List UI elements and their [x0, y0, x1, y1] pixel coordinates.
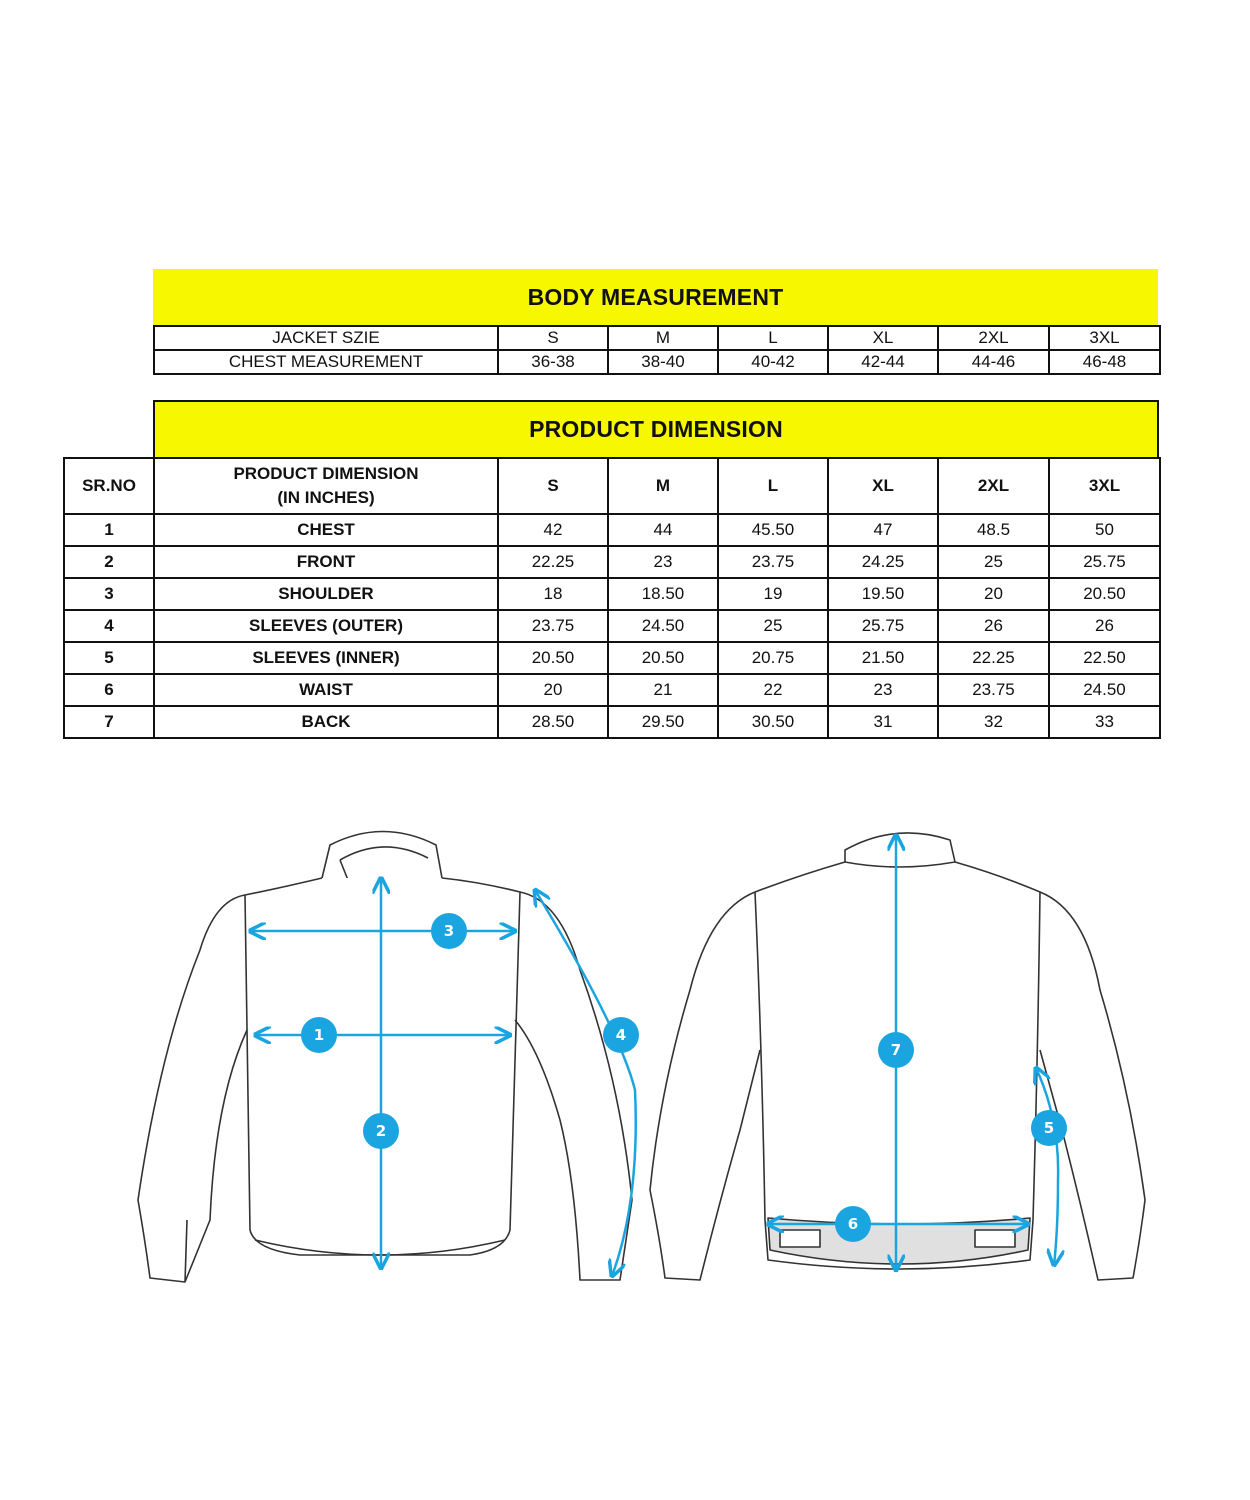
- value-cell: 26: [938, 610, 1049, 642]
- size-header: 3XL: [1049, 458, 1160, 514]
- table-row: [64, 578, 1160, 610]
- value-cell: 26: [1049, 610, 1160, 642]
- value-cell: 20.50: [1049, 578, 1160, 610]
- dimension-name-cell: CHEST: [154, 514, 498, 546]
- value-cell: 19.50: [828, 578, 938, 610]
- sr-no-cell: 1: [64, 514, 154, 546]
- value-cell: 23.75: [498, 610, 608, 642]
- value-cell: 23: [608, 546, 718, 578]
- value-cell: 20: [498, 674, 608, 706]
- size-header: L: [718, 458, 828, 514]
- value-cell: 45.50: [718, 514, 828, 546]
- table-row: [64, 706, 1160, 738]
- dimension-name-cell: WAIST: [154, 674, 498, 706]
- value-cell: 38-40: [608, 350, 718, 374]
- dimension-header-line2: (IN INCHES): [277, 488, 375, 507]
- jacket-measurement-diagram: [0, 800, 1250, 1300]
- badge-2: [363, 1113, 399, 1149]
- value-cell: 31: [828, 706, 938, 738]
- value-cell: 30.50: [718, 706, 828, 738]
- value-cell: 23.75: [718, 546, 828, 578]
- badge-7: [878, 1032, 914, 1068]
- value-cell: 25.75: [828, 610, 938, 642]
- chest-measurement-row: [154, 350, 1160, 374]
- value-cell: 21.50: [828, 642, 938, 674]
- value-cell: 20.50: [498, 642, 608, 674]
- dimension-header: [154, 458, 498, 514]
- table-row: [64, 610, 1160, 642]
- value-cell: 20.75: [718, 642, 828, 674]
- value-cell: 25.75: [1049, 546, 1160, 578]
- badge-6: [835, 1206, 871, 1242]
- table-row: [64, 546, 1160, 578]
- sr-no-header: SR.NO: [64, 458, 154, 514]
- value-cell: 36-38: [498, 350, 608, 374]
- badge-4: [603, 1017, 639, 1053]
- table-row: [64, 514, 1160, 546]
- dimension-name-cell: FRONT: [154, 546, 498, 578]
- value-cell: 40-42: [718, 350, 828, 374]
- value-cell: 33: [1049, 706, 1160, 738]
- row-label: JACKET SZIE: [154, 326, 498, 350]
- value-cell: 22.25: [498, 546, 608, 578]
- value-cell: 24.25: [828, 546, 938, 578]
- value-cell: 23: [828, 674, 938, 706]
- badge-1: [301, 1017, 337, 1053]
- sr-no-cell: 7: [64, 706, 154, 738]
- value-cell: 28.50: [498, 706, 608, 738]
- value-cell: 24.50: [1049, 674, 1160, 706]
- body-measurement-title: BODY MEASUREMENT: [153, 269, 1158, 325]
- dimension-name-cell: SLEEVES (OUTER): [154, 610, 498, 642]
- value-cell: 44-46: [938, 350, 1049, 374]
- table-row: [64, 674, 1160, 706]
- value-cell: 50: [1049, 514, 1160, 546]
- value-cell: 18.50: [608, 578, 718, 610]
- size-header: 2XL: [938, 458, 1049, 514]
- size-cell: 2XL: [938, 326, 1049, 350]
- value-cell: 20.50: [608, 642, 718, 674]
- value-cell: 32: [938, 706, 1049, 738]
- value-cell: 48.5: [938, 514, 1049, 546]
- value-cell: 18: [498, 578, 608, 610]
- value-cell: 25: [938, 546, 1049, 578]
- size-cell: L: [718, 326, 828, 350]
- table-header-row: [64, 458, 1160, 514]
- svg-text:5: 5: [1043, 1119, 1055, 1137]
- value-cell: 19: [718, 578, 828, 610]
- badge-5: [1031, 1110, 1067, 1146]
- svg-text:4: 4: [615, 1026, 627, 1044]
- badge-3: [431, 913, 467, 949]
- size-cell: M: [608, 326, 718, 350]
- value-cell: 23.75: [938, 674, 1049, 706]
- svg-text:6: 6: [847, 1215, 859, 1233]
- size-cell: XL: [828, 326, 938, 350]
- sr-no-cell: 2: [64, 546, 154, 578]
- size-header: S: [498, 458, 608, 514]
- value-cell: 42: [498, 514, 608, 546]
- jacket-size-row: [154, 326, 1160, 350]
- size-header: M: [608, 458, 718, 514]
- size-header: XL: [828, 458, 938, 514]
- svg-text:1: 1: [313, 1026, 325, 1044]
- body-measurement-table: [153, 325, 1161, 375]
- value-cell: 22.50: [1049, 642, 1160, 674]
- svg-text:2: 2: [375, 1122, 387, 1140]
- value-cell: 21: [608, 674, 718, 706]
- value-cell: 29.50: [608, 706, 718, 738]
- dimension-name-cell: SHOULDER: [154, 578, 498, 610]
- sr-no-cell: 6: [64, 674, 154, 706]
- value-cell: 22.25: [938, 642, 1049, 674]
- svg-text:3: 3: [443, 922, 455, 940]
- sr-no-cell: 4: [64, 610, 154, 642]
- table-row: [64, 642, 1160, 674]
- front-jacket-outline: [138, 832, 632, 1283]
- value-cell: 24.50: [608, 610, 718, 642]
- size-cell: 3XL: [1049, 326, 1160, 350]
- row-label: CHEST MEASUREMENT: [154, 350, 498, 374]
- value-cell: 47: [828, 514, 938, 546]
- size-cell: S: [498, 326, 608, 350]
- sr-no-cell: 5: [64, 642, 154, 674]
- value-cell: 44: [608, 514, 718, 546]
- value-cell: 22: [718, 674, 828, 706]
- product-dimension-title: PRODUCT DIMENSION: [153, 400, 1159, 457]
- value-cell: 20: [938, 578, 1049, 610]
- value-cell: 25: [718, 610, 828, 642]
- sr-no-cell: 3: [64, 578, 154, 610]
- dimension-header-line1: PRODUCT DIMENSION: [233, 464, 419, 483]
- dimension-name-cell: SLEEVES (INNER): [154, 642, 498, 674]
- dimension-name-cell: BACK: [154, 706, 498, 738]
- product-dimension-table: [63, 457, 1161, 739]
- value-cell: 46-48: [1049, 350, 1160, 374]
- svg-text:7: 7: [890, 1041, 902, 1059]
- value-cell: 42-44: [828, 350, 938, 374]
